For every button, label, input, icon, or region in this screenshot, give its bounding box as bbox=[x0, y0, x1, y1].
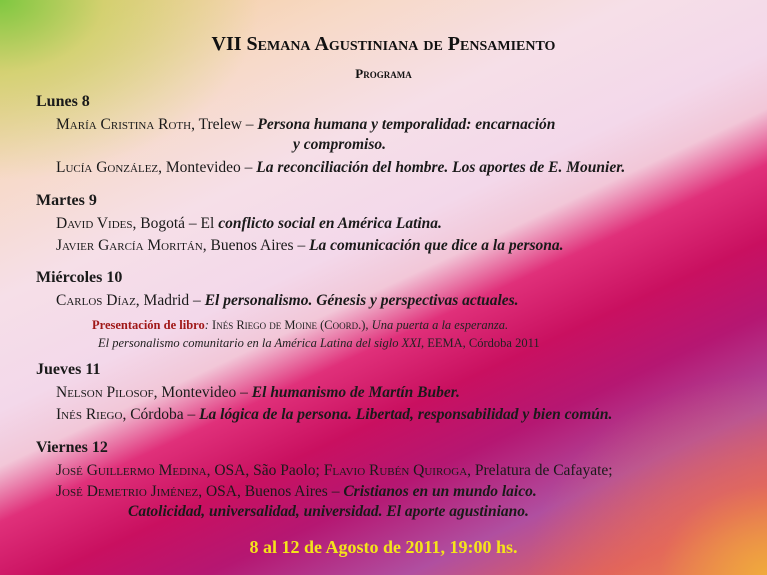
speaker-place: , Trelew – bbox=[191, 116, 258, 133]
speaker-place: , Buenos Aires – bbox=[202, 237, 310, 254]
book-title: Una puerta a la esperanza. bbox=[371, 318, 509, 332]
speaker-name: José Guillermo Medina bbox=[56, 462, 207, 479]
talk-title: conflicto social en América Latina. bbox=[218, 215, 442, 232]
event-title: VII Semana Agustiniana de Pensamiento bbox=[211, 33, 556, 55]
program-entry bbox=[56, 406, 612, 424]
talk-title-continuation: Catolicidad, universalidad, universidad. El aporte agustiniano. bbox=[128, 503, 529, 520]
speaker-place: , Montevideo – bbox=[153, 384, 252, 401]
speaker-place: , OSA, São Paolo; bbox=[206, 462, 324, 479]
talk-title: El humanismo de Martín Buber. bbox=[251, 384, 460, 401]
program-entry bbox=[56, 292, 519, 310]
speaker-name: Carlos Díaz bbox=[56, 292, 136, 309]
speaker-place: , OSA, Buenos Aires – bbox=[198, 483, 344, 500]
program-entry bbox=[56, 116, 555, 134]
speaker-name: Flavio Rubén Quiroga bbox=[323, 462, 468, 479]
book-presentation-label: Presentación de libro bbox=[92, 318, 205, 332]
program-entry bbox=[56, 159, 625, 177]
event-dates: 8 al 12 de Agosto de 2011, 19:00 hs. bbox=[249, 537, 518, 557]
speaker-name: Inés Riego bbox=[56, 406, 123, 423]
talk-title: La reconciliación del hombre. Los aportes de E. Mounier. bbox=[256, 159, 626, 176]
day-wednesday: Miércoles 10 bbox=[36, 269, 123, 286]
speaker-place: , Bogotá – El bbox=[132, 215, 219, 232]
program-entry bbox=[56, 483, 537, 501]
program-entry bbox=[56, 462, 613, 480]
speaker-place: , Córdoba – bbox=[122, 406, 200, 423]
talk-title: La lógica de la persona. Libertad, responsabilidad y bien común. bbox=[199, 406, 613, 423]
book-presentation-line2 bbox=[98, 336, 540, 351]
speaker-name: María Cristina Roth bbox=[56, 116, 192, 133]
program-entry-continuation bbox=[293, 136, 386, 154]
day-thursday: Jueves 11 bbox=[36, 361, 101, 378]
speaker-name: Lucía González bbox=[56, 159, 159, 176]
speaker-place: , Prelatura de Cafayate; bbox=[467, 462, 613, 479]
program-entry-continuation bbox=[128, 503, 529, 521]
program-entry bbox=[56, 237, 564, 255]
program-entry bbox=[56, 384, 460, 402]
book-authors: Inés Riego de Moine (Coord.) bbox=[212, 318, 366, 332]
talk-title: La comunicación que dice a la persona. bbox=[309, 237, 564, 254]
book-publisher: , EEMA, Córdoba 2011 bbox=[421, 336, 540, 350]
speaker-name: José Demetrio Jiménez bbox=[56, 483, 199, 500]
day-friday: Viernes 12 bbox=[36, 439, 108, 456]
day-tuesday: Martes 9 bbox=[36, 192, 97, 209]
speaker-name: Nelson Pilosof bbox=[56, 384, 154, 401]
book-presentation: Presentación de libro: Inés Riego de Moine (Coord.), Una puerta a la esperanza. bbox=[92, 318, 509, 332]
talk-title-continuation: y compromiso. bbox=[293, 136, 386, 153]
speaker-place: , Montevideo – bbox=[158, 159, 257, 176]
talk-title: Cristianos en un mundo laico. bbox=[343, 483, 537, 500]
speaker-name: Javier García Moritán bbox=[56, 237, 203, 254]
speaker-name: David Vides bbox=[56, 215, 133, 232]
program-subtitle: Programa bbox=[355, 66, 412, 81]
program-entry bbox=[56, 215, 442, 233]
speaker-place: , Madrid – bbox=[135, 292, 205, 309]
talk-title: El personalismo. Génesis y perspectivas actuales. bbox=[204, 292, 519, 309]
book-subtitle: El personalismo comunitario en la América Latina del siglo XXI bbox=[98, 336, 422, 350]
day-monday: Lunes 8 bbox=[36, 93, 90, 110]
talk-title: Persona humana y temporalidad: encarnación bbox=[257, 116, 556, 133]
